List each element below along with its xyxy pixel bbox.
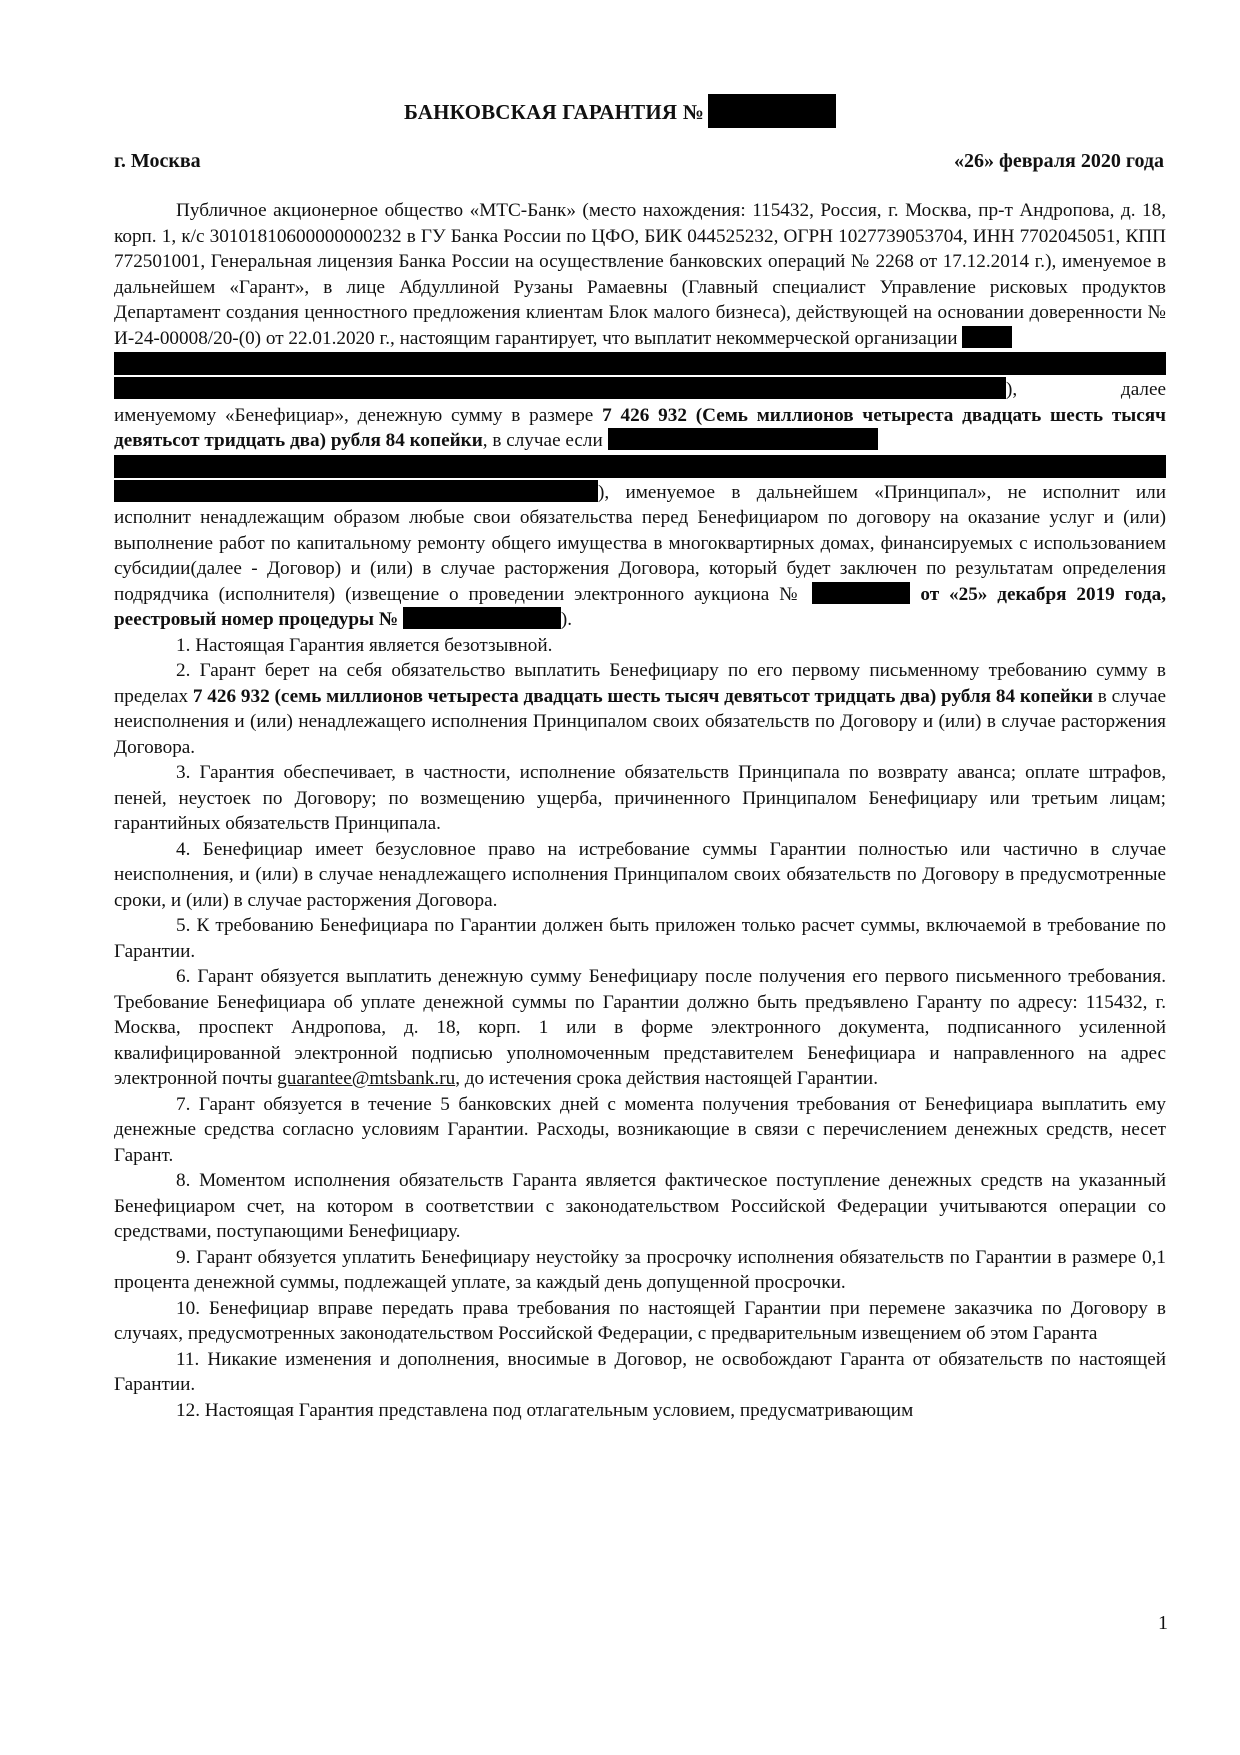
clause-2 <box>114 658 1166 760</box>
clause-11: 11. Никакие изменения и дополнения, вносимые в Договор, не освобождают Гаранта от обязательств по настоящей Гарантии. <box>114 1348 1166 1395</box>
clause-4: 4. Бенефициар имеет безусловное право на истребование суммы Гарантии полностью или частично в случае неисполнения, и (или) в случае ненадлежащего исполнения Принципалом своих обязательств по Договору в предусмотренные сроки, и (или) в случае расторжения Договора. <box>114 838 1166 911</box>
redaction-block <box>403 607 561 629</box>
page-number: 1 <box>1158 1612 1168 1634</box>
intro-text: ), именуемое в дальнейшем «Принципал», не исполнит или исполнит ненадлежащим образом любые свои обязательства перед Бенефициаром по договору на оказание услуг и (или) выполнение работ по капитальному ремонту общего имущества в многоквартирных домах, финансируемых с использованием субсидии(далее - Договор) и (или) в случае расторжения Договора, который будет заключен по результатам определения подрядчика (исполнителя) (извещение о проведении электронного аукциона № <box>114 481 1166 605</box>
redaction-block <box>114 352 1166 375</box>
clause-text: 2. Гарант берет на себя обязательство выплатить Бенефициару по его первому письменному требованию сумму в пределах <box>114 660 1166 707</box>
amount-bold: 7 426 932 (Семь миллионов четыреста двадцать шесть тысяч девятьсот тридцать два) рубля 84 копейки <box>114 404 1166 451</box>
clause-text: , до истечения срока действия настоящей Гарантии. <box>455 1068 878 1089</box>
document-body <box>114 198 1166 1423</box>
amount-bold: 7 426 932 (семь миллионов четыреста двадцать шесть тысяч девятьсот тридцать два) рубля 84 копейки <box>192 685 1093 707</box>
title-text: БАНКОВСКАЯ ГАРАНТИЯ № <box>403 100 705 124</box>
clause-6 <box>114 964 1166 1092</box>
redaction-block <box>812 582 910 604</box>
clause-3: 3. Гарантия обеспечивает, в частности, исполнение обязательств Принципала по возврату аванса; оплате штрафов, пеней, неустоек по Договору; по возмещению ущерба, причиненного Принципалом Бенефициару или третьим лицам; гарантийных обязательств Принципала. <box>114 762 1166 834</box>
redaction-block <box>962 326 1012 348</box>
intro-text: ). <box>560 609 573 630</box>
redaction-block <box>114 455 1166 478</box>
redaction-block <box>608 428 878 450</box>
redaction-block <box>114 377 1006 399</box>
email-link[interactable]: guarantee@mtsbank.ru <box>277 1068 456 1089</box>
intro-bold: от «25» декабря 2019 года, реестровый номер процедуры № <box>114 583 1167 630</box>
clause-text: 6. Гарант обязуется выплатить денежную сумму Бенефициару после получения его первого письменного требования. Требование Бенефициара об уплате денежной суммы по Гарантии должно быть предъявлено Гаранту по адресу: 115432, г. Москва, проспект Андропова, д. 18, корп. 1 или в форме электронного документа, подписанного усиленной квалифицированной электронной подписью уполномоченным представителем Бенефициара и направленного на адрес электронной почты <box>114 966 1166 1089</box>
intro-text: Публичное акционерное общество «МТС-Банк» (место нахождения: 115432, Россия, г. Москва, пр-т Андропова, д. 18, корп. 1, к/с 30101810600000000232 в ГУ Банка России по ЦФО, БИК 044525232, ОГРН 1027739053704, ИНН 7702045051, КПП 772501001, Генеральная лицензия Банка России на осуществление банковских операций № 2268 от 17.12.2014 г.), именуемое в дальнейшем «Гарант», в лице Абдуллиной Рузаны Рамаевны (Главный специалист Управление рисковых продуктов Департамент создания ценностного предложения клиентам Блок малого бизнеса), действующей на основании доверенности № И-24-00008/20-(0) от 22.01.2020 г., настоящим гарантирует, что выплатит некоммерческой организации <box>114 200 1166 349</box>
city: г. Москва <box>114 150 201 172</box>
redaction-block <box>708 94 836 128</box>
header-row <box>114 150 1164 180</box>
clause-9: 9. Гарант обязуется уплатить Бенефициару неустойку за просрочку исполнения обязательств по Гарантии в размере 0,1 процента денежной суммы, подлежащей уплате, за каждый день допущенной просрочки. <box>114 1246 1166 1293</box>
clause-text: в случае неисполнения и (или) ненадлежащего исполнения Принципалом своих обязательств по Договору и (или) в случае расторжения Договора. <box>114 685 1167 758</box>
intro-text: , в случае если <box>482 430 603 451</box>
intro-text: ), далее именуемому «Бенефициар», денежную сумму в размере <box>114 379 1166 426</box>
intro-paragraph <box>114 198 1166 633</box>
clause-8: 8. Моментом исполнения обязательств Гаранта является фактическое поступление денежных средств на указанный Бенефициаром счет, на котором в соответствии с законодательством Российской Федерации учитываются операции со средствами, поступающими Бенефициару. <box>114 1170 1166 1242</box>
document-title <box>0 94 1240 128</box>
clause-7: 7. Гарант обязуется в течение 5 банковских дней с момента получения требования от Бенефициара выплатить ему денежные средства согласно условиям Гарантии. Расходы, возникающие в связи с перечислением денежных средств, несет Гарант. <box>114 1093 1166 1166</box>
clause-1: 1. Настоящая Гарантия является безотзывной. <box>176 634 553 656</box>
clause-5: 5. К требованию Бенефициара по Гарантии должен быть приложен только расчет суммы, включаемой в требование по Гарантии. <box>114 915 1166 962</box>
clause-12: 12. Настоящая Гарантия представлена под отлагательным условием, предусматривающим <box>176 1399 914 1421</box>
redaction-block <box>114 480 598 502</box>
date: «26» февраля 2020 года <box>954 150 1164 172</box>
clause-10: 10. Бенефициар вправе передать права требования по настоящей Гарантии при перемене заказчика по Договору в случаях, предусмотренных законодательством Российской Федерации, с предварительным извещением об этом Гаранта <box>114 1297 1166 1344</box>
